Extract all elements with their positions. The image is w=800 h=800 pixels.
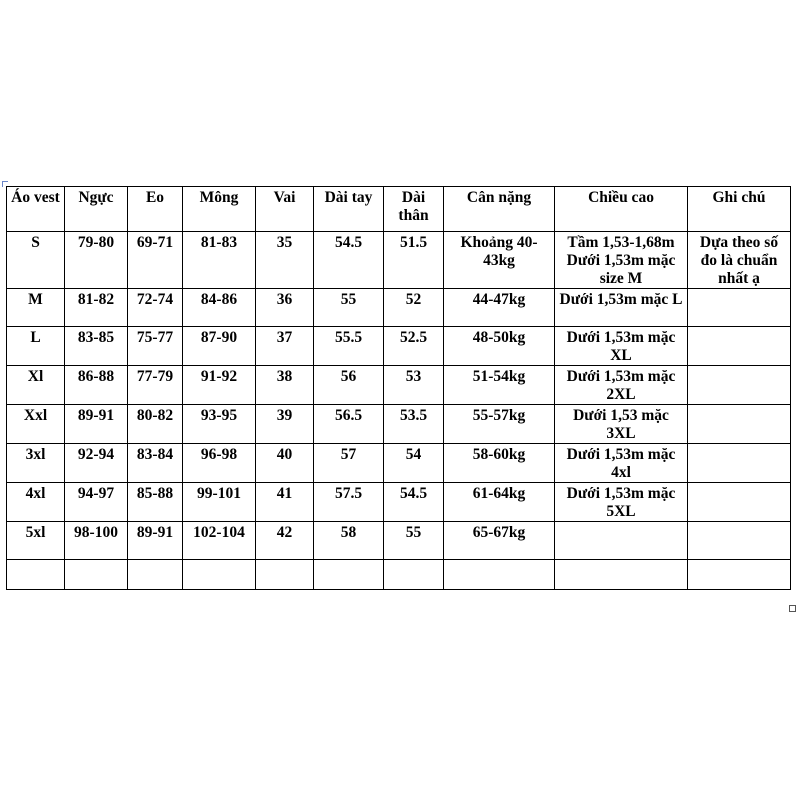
- header-cell: Eo: [128, 187, 183, 232]
- header-cell: Dài tay: [314, 187, 384, 232]
- table-row: [7, 483, 791, 522]
- header-cell: Áo vest: [7, 187, 65, 232]
- empty-cell: [256, 560, 314, 590]
- table-cell: 35: [256, 232, 314, 289]
- table-cell: 41: [256, 483, 314, 522]
- empty-cell: [688, 289, 791, 327]
- table-cell: Dưới 1,53m mặc 4xl: [555, 444, 688, 483]
- empty-cell: [688, 483, 791, 522]
- table-cell: 39: [256, 405, 314, 444]
- table-cell: [555, 522, 688, 560]
- table-cell: Dưới 1,53 mặc 3XL: [555, 405, 688, 444]
- empty-cell: [688, 405, 791, 444]
- table-cell: L: [7, 327, 65, 366]
- empty-cell: [688, 327, 791, 366]
- table-cell: 52: [384, 289, 444, 327]
- table-end-mark: [789, 605, 796, 612]
- table-cell: 37: [256, 327, 314, 366]
- table-cell: 53: [384, 366, 444, 405]
- table-cell: 56: [314, 366, 384, 405]
- table-cell: 61-64kg: [444, 483, 555, 522]
- table-cell: 94-97: [65, 483, 128, 522]
- empty-cell: [314, 560, 384, 590]
- table-cell: 83-84: [128, 444, 183, 483]
- table-cell: 55: [314, 289, 384, 327]
- table-cell: 98-100: [65, 522, 128, 560]
- table-cell: 48-50kg: [444, 327, 555, 366]
- header-cell: Cân nặng: [444, 187, 555, 232]
- table-cell: 102-104: [183, 522, 256, 560]
- table-cell: 81-83: [183, 232, 256, 289]
- table-cell: 79-80: [65, 232, 128, 289]
- table-cell: 54.5: [384, 483, 444, 522]
- table-row: [7, 444, 791, 483]
- table-header-row: [7, 187, 791, 232]
- table-cell: 55: [384, 522, 444, 560]
- header-cell: Ngực: [65, 187, 128, 232]
- table-cell: 92-94: [65, 444, 128, 483]
- table-cell: 84-86: [183, 289, 256, 327]
- table-cell: 36: [256, 289, 314, 327]
- table-cell: 44-47kg: [444, 289, 555, 327]
- header-cell: Chiều cao: [555, 187, 688, 232]
- table-cell: M: [7, 289, 65, 327]
- empty-cell: [384, 560, 444, 590]
- empty-cell: [688, 522, 791, 560]
- table-row: [7, 232, 791, 289]
- table-cell: 72-74: [128, 289, 183, 327]
- empty-cell: [7, 560, 65, 590]
- table-cell: 75-77: [128, 327, 183, 366]
- table-cell: Xl: [7, 366, 65, 405]
- table-row-empty: [7, 560, 791, 590]
- table-cell: 87-90: [183, 327, 256, 366]
- table-cell: 89-91: [65, 405, 128, 444]
- table-cell: Dưới 1,53m mặc L: [555, 289, 688, 327]
- table-cell: Khoảng 40-43kg: [444, 232, 555, 289]
- empty-cell: [444, 560, 555, 590]
- header-cell: Mông: [183, 187, 256, 232]
- table-cell: 93-95: [183, 405, 256, 444]
- table-cell: 58: [314, 522, 384, 560]
- header-cell: Ghi chú: [688, 187, 791, 232]
- empty-cell: [688, 366, 791, 405]
- table-cell: S: [7, 232, 65, 289]
- table-cell: 69-71: [128, 232, 183, 289]
- empty-cell: [688, 560, 791, 590]
- table-cell: 42: [256, 522, 314, 560]
- table-cell: 57: [314, 444, 384, 483]
- empty-cell: [65, 560, 128, 590]
- table-cell: 83-85: [65, 327, 128, 366]
- table-cell: 96-98: [183, 444, 256, 483]
- size-chart-table: [6, 186, 791, 590]
- table-cell: 81-82: [65, 289, 128, 327]
- table-cell: Dưới 1,53m mặc XL: [555, 327, 688, 366]
- table-cell: 51-54kg: [444, 366, 555, 405]
- table-row: [7, 289, 791, 327]
- table-cell: 40: [256, 444, 314, 483]
- table-cell: Dưới 1,53m mặc 2XL: [555, 366, 688, 405]
- table-cell: 99-101: [183, 483, 256, 522]
- table-row: [7, 405, 791, 444]
- empty-cell: [555, 560, 688, 590]
- table-cell: 51.5: [384, 232, 444, 289]
- table-cell: 53.5: [384, 405, 444, 444]
- table-cell: 65-67kg: [444, 522, 555, 560]
- table-cell: 58-60kg: [444, 444, 555, 483]
- table-cell: Dưới 1,53m mặc 5XL: [555, 483, 688, 522]
- table-cell: 55-57kg: [444, 405, 555, 444]
- table-cell: 86-88: [65, 366, 128, 405]
- header-cell: Vai: [256, 187, 314, 232]
- empty-cell: [183, 560, 256, 590]
- table-cell: 56.5: [314, 405, 384, 444]
- header-cell: Dài thân: [384, 187, 444, 232]
- table-cell: 89-91: [128, 522, 183, 560]
- table-cell: 5xl: [7, 522, 65, 560]
- table-cell: Xxl: [7, 405, 65, 444]
- table-cell: 38: [256, 366, 314, 405]
- table-cell: 80-82: [128, 405, 183, 444]
- table-cell: 91-92: [183, 366, 256, 405]
- table-cell: 54.5: [314, 232, 384, 289]
- table-cell: 3xl: [7, 444, 65, 483]
- note-cell: Dựa theo số đo là chuẩn nhất ạ: [688, 232, 791, 289]
- table-cell: Tầm 1,53-1,68m Dưới 1,53m mặc size M: [555, 232, 688, 289]
- table-row: [7, 522, 791, 560]
- table-cell: 57.5: [314, 483, 384, 522]
- table-row: [7, 366, 791, 405]
- table-cell: 85-88: [128, 483, 183, 522]
- table-cell: 55.5: [314, 327, 384, 366]
- empty-cell: [688, 444, 791, 483]
- table-cell: 4xl: [7, 483, 65, 522]
- table-cell: 77-79: [128, 366, 183, 405]
- table-row: [7, 327, 791, 366]
- empty-cell: [128, 560, 183, 590]
- table-cell: 52.5: [384, 327, 444, 366]
- table-cell: 54: [384, 444, 444, 483]
